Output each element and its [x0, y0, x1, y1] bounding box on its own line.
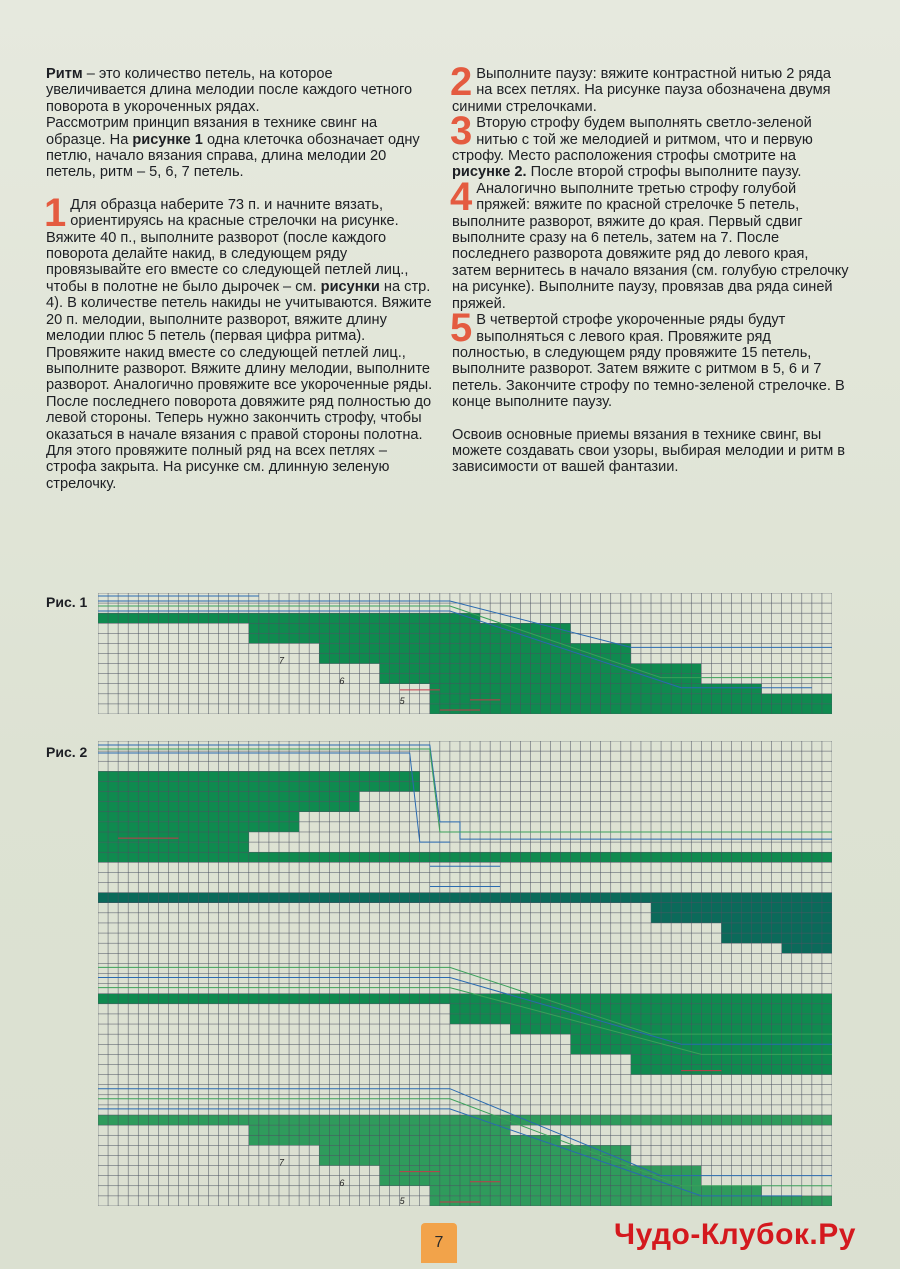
knit-cell-block — [98, 613, 470, 623]
rhythm-label-6: 6 — [339, 1177, 345, 1188]
rhythm-term: Ритм — [46, 66, 83, 82]
page-number: 7 — [421, 1223, 457, 1263]
knit-cell-block — [98, 1115, 832, 1125]
sample-intro: Рассмотрим принцип вязания в технике свинг на образце. На рисунке 1 одна клеточка обозначает одну петлю, начало вязания справа, длина мелодии 20 петель, ритм – 5, 6, 7 петель. — [46, 115, 420, 181]
step-number-2: 2 — [450, 60, 473, 104]
knit-cell-block — [98, 994, 832, 1004]
knit-cell-block — [782, 943, 832, 953]
rhythm-label-5: 5 — [399, 1196, 405, 1206]
knit-cell-block — [98, 893, 832, 903]
rhythm-label-6: 6 — [339, 675, 345, 686]
step-4: 4 Аналогично выполните третью строфу голубой пряжей: вяжите по красной стрелочке 5 петель, выполните разворот, вяжите до края. Первый сдвиг выполните сразу на 6 петель, затем на 7. После последнего разворота довяжите ряд до левого края, затем вернитесь в начало вязания (см. голубую стрелочку на рисунке). Выполните паузу, провязав два ряда синей пряжей. — [450, 174, 849, 312]
figure-2-chart — [98, 741, 832, 1206]
knit-cell-block — [319, 1155, 631, 1165]
step-2: 2 Выполните паузу: вяжите контрастной нитью 2 ряда на всех петлях. На рисунке пауза обозначена двумя синими стрелочками. — [450, 60, 831, 115]
figure-1-chart — [98, 593, 832, 714]
rhythm-label-7: 7 — [278, 655, 285, 666]
step-number-4: 4 — [450, 174, 473, 219]
step-3: 3 Вторую строфу будем выполнять светло-зеленой нитью с той же мелодией и ритмом, что и первую строфу. Место расположения строфы смотрите на рисунке 2. После второй строфы выполните паузу. — [450, 109, 813, 181]
knit-cell-block — [430, 1186, 762, 1196]
rhythm-label-5: 5 — [399, 695, 405, 706]
knit-cell-block — [249, 1135, 561, 1145]
figure-1-label: Рис. 1 — [46, 594, 88, 610]
left-text-column — [46, 66, 436, 492]
knit-cell-block — [319, 654, 631, 664]
step-5: 5 В четвертой строфе укороченные ряды будут выполняться с левого края. Провяжите ряд полностью, в следующем ряду провяжите 15 петель, выполните разворот. Затем вяжите с ритмом в 5, 6 и 7 петель. Закончите строфу по темно-зеленой стрелочке. В конце выполните паузу. — [450, 306, 845, 411]
rhythm-label-7: 7 — [278, 1157, 285, 1168]
knit-cell-block — [721, 933, 832, 943]
step-number-1: 1 — [44, 190, 67, 235]
step-number-5: 5 — [450, 306, 473, 351]
rhythm-definition: Ритм – это количество петель, на которое увеличивается длина мелодии после каждого четного поворота в укороченных рядах. — [46, 66, 413, 115]
knit-cell-block — [98, 842, 249, 852]
knit-cell-block — [430, 684, 762, 694]
figure-2-label: Рис. 2 — [46, 744, 88, 760]
site-watermark: Чудо-Клубок.Ру — [614, 1218, 856, 1251]
knit-cell-block — [98, 832, 249, 842]
knit-cell-block — [98, 852, 832, 862]
step-1: 1 Для образца наберите 73 п. и начните вязать, ориентируясь на красные стрелочки на рисунке. Вяжите 40 п., выполните разворот (после каждого поворота делайте накид, в следующем ряду провязывайте его вместе со следующей петлей лиц., чтобы в полотне не было дырочек – см. рисунки на стр. 4). В количестве петель накиды не учитываются. Вяжите 20 п. мелодии, выполните разворот, вяжите длину мелодии плюс 5 петель (первая цифра ритма). Провяжите накид вместе со следующей петлей лиц., выполните разворот. Вяжите длину мелодии, выполните разворот. Аналогично провяжите все укороченные ряды. После последнего поворота довяжите ряд полностью до левой стороны. Теперь нужно закончить строфу, чтобы оказаться в начале вязания с правой стороны полотна. Для этого провяжите полный ряд на всех петлях – строфа закрыта. На рисунке см. длинную зеленую стрелочку. — [44, 190, 433, 492]
right-text-column — [450, 60, 850, 476]
step-number-3: 3 — [450, 109, 473, 154]
closing-paragraph: Освоив основные приемы вязания в технике свинг, вы можете создавать свои узоры, выбирая мелодии и ритм в зависимости от вашей фантазии. — [452, 426, 846, 476]
knit-cell-block — [319, 1145, 631, 1155]
knit-cell-block — [721, 923, 832, 933]
